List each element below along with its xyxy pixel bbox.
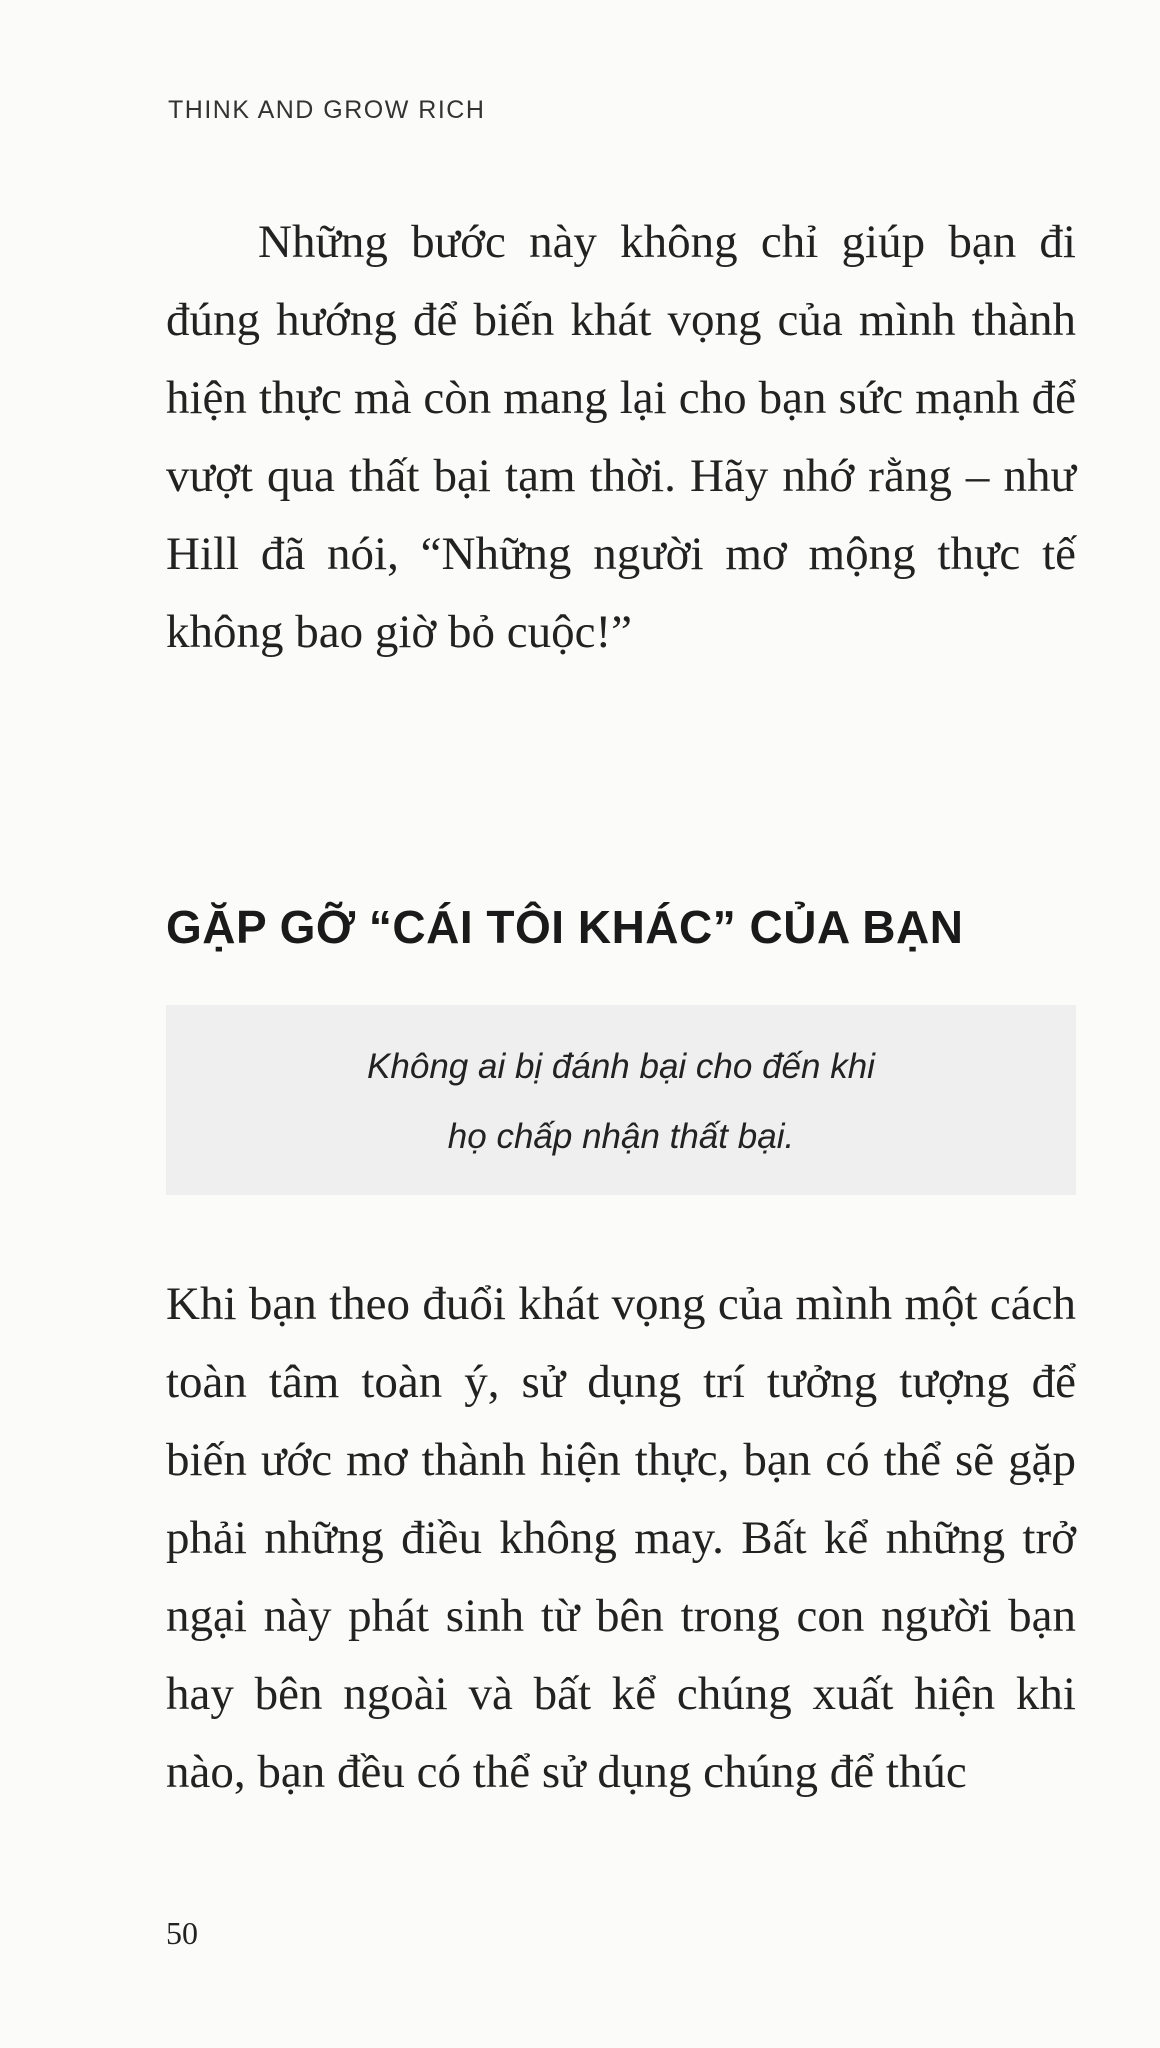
page-number: 50 <box>166 1915 198 1951</box>
quote-line-2: họ chấp nhận thất bại. <box>447 1117 795 1156</box>
section-heading: GẶP GỠ “CÁI TÔI KHÁC” CỦA BẠN <box>166 901 964 953</box>
running-head: THINK AND GROW RICH <box>168 96 486 124</box>
quote-box <box>166 1005 1076 1195</box>
paragraph-2: Khi bạn theo đuổi khát vọng của mình một cách toàn tâm toàn ý, sử dụng trí tưởng tượng để biến ước mơ thành hiện thực, bạn có thể sẽ gặp phải những điều không may. Bất kể những trở ngại này phát sinh từ bên trong con người bạn hay bên ngoài và bất kể chúng xuất hiện khi nào, bạn đều có thể sử dụng chúng để thúc <box>166 1278 1076 1798</box>
paragraph-1: Những bước này không chỉ giúp bạn đi đúng hướng để biến khát vọng của mình thành hiện thực mà còn mang lại cho bạn sức mạnh để vượt qua thất bại tạm thời. Hãy nhớ rằng – như Hill đã nói, “Những người mơ mộng thực tế không bao giờ bỏ cuộc!” <box>166 216 1076 658</box>
quote-line-1: Không ai bị đánh bại cho đến khi <box>367 1047 875 1086</box>
